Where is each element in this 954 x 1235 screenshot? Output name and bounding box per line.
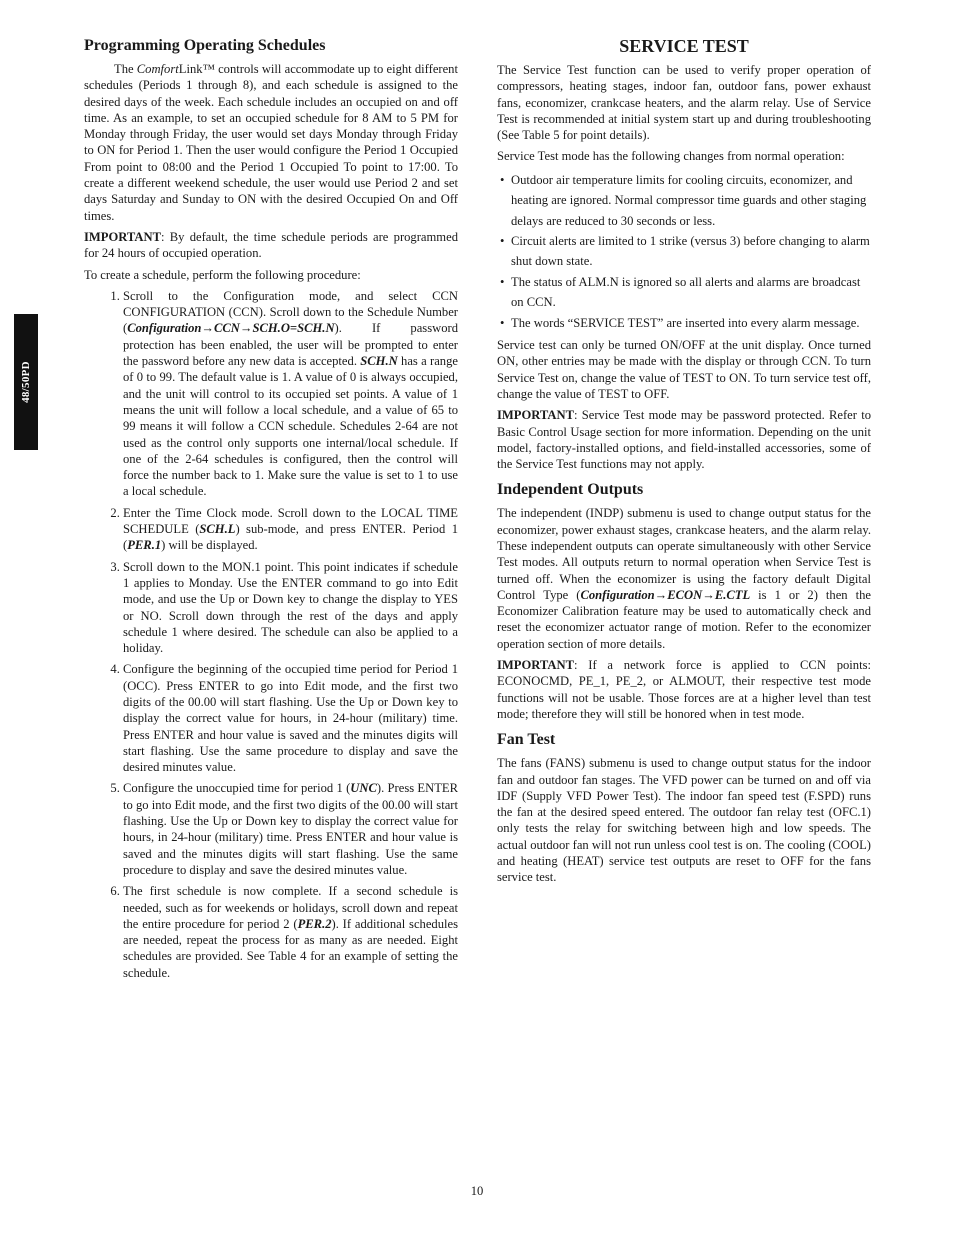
independent-outputs-important-note: IMPORTANT: If a network force is applied to CCN points: ECONOCMD, PE_1, PE_2, or ALMOUT, their respective test mode functions will not be usable. Those forces are at a higher level than test mode; therefore they will still be honored when in test mode. bbox=[497, 658, 871, 721]
page-number: 10 bbox=[470, 1184, 484, 1198]
side-tab-label: 48/50PD bbox=[20, 361, 32, 403]
fan-test-text: The fans (FANS) submenu is used to change output status for the indoor fan and outdoor fan stages. The VFD power can be turned on and off via IDF (Supply VFD Power Test). The indoor fan speed test (F.SPD) runs the fan at the desired speed entered. The outdoor fan relay test (OFC.1) only tests the relay for switching between high and low speeds. The actual outdoor fan will not run unless cool test is on. The cooling (COOL) and heating (HEAT) service test outputs are reset to OFF for the fans service test. bbox=[497, 756, 871, 885]
list-item: • Circuit alerts are limited to 1 strike (versus 3) before changing to alarm shut down state. bbox=[511, 231, 871, 272]
procedure-step-6: 6. The first schedule is now complete. If a second schedule is needed, such as for weekends or holidays, scroll down and repeat the entire procedure for period 2 (PER.2). If additional schedules are needed, repeat the process for as many as are needed. Eight schedules are provided. See Table 4 for an example of setting the schedule. bbox=[123, 883, 458, 981]
list-item: • Outdoor air temperature limits for cooling circuits, economizer, and heating are ignored. Normal compressor time guards and other staging delays are reduced to 30 seconds or less. bbox=[511, 170, 871, 231]
list-item: • The words “SERVICE TEST” are inserted into every alarm message. bbox=[511, 313, 871, 333]
service-test-changes-intro: Service Test mode has the following changes from normal operation: bbox=[497, 149, 845, 164]
right-column bbox=[497, 36, 871, 891]
procedure-step-2: 2. Enter the Time Clock mode. Scroll down to the LOCAL TIME SCHEDULE (SCH.L) sub-mode, and press ENTER. Period 1 (PER.1) will be displayed. bbox=[123, 505, 458, 554]
procedure-step-1: 1. Scroll to the Configuration mode, and select CCN CONFIGURATION (CCN). Scroll down to the Schedule Number (Configuration→CCN→SCH.O=SCH.N). If password protection has been enabled, the user will be prompted to enter the password before any new data is accepted. SCH.N has a range of 0 to 99. The default value is 1. A value of 0 is always occupied, and the unit will control to its occupied set points. A value of 1 means the unit will follow a local schedule, and a value of 65 to 99 means it will follow a CCN schedule. Schedules 2-64 are not used as the control only supports one internal/local schedule. If one of the 2-64 schedules is configured, then the control will force the number back to 1. Make sure the value is set to 1 to use a local schedule. bbox=[123, 288, 458, 500]
independent-outputs-text: The independent (INDP) submenu is used to change output status for the economizer, power exhaust stages, crankcase heaters, and the alarm relay. These independent outputs can operate simultaneously with other Service Test modes. All outputs return to normal operation when Service Test is turned off. When the economizer is using the factory default Digital Control Type (Configuration→ECON→E.CTL is 1 or 2) then the Economizer Calibration feature may be used to automatically check and reset the economizer actuator range of motion. Refer to the economizer operation section of more details. bbox=[497, 506, 871, 651]
procedure-step-5: 5. Configure the unoccupied time for period 1 (UNC). Press ENTER to go into Edit mode, and the first two digits of the 00.00 will start flashing. Use the Up or Down key to display the correct value for hours, in 24-hour (military) time. Press ENTER and hour value is saved and the minutes digits will start flashing. Use the same procedure to display and save the desired minutes value. bbox=[123, 780, 458, 878]
procedure-step-3: 3. Scroll down to the MON.1 point. This point indicates if schedule 1 applies to Monday. Use the ENTER command to go into Edit mode, and use the Up or Down key to change the display to YES or NO. Scroll down through the rest of the days and apply schedule 1 where desired. The schedule can also be applied to a holiday. bbox=[123, 559, 458, 657]
independent-outputs-heading: Independent Outputs bbox=[497, 481, 644, 499]
procedure-intro: To create a schedule, perform the following procedure: bbox=[84, 267, 361, 282]
service-test-title: SERVICE TEST bbox=[619, 36, 749, 56]
schedules-important-note: IMPORTANT: By default, the time schedule periods are programmed for 24 hours of occupied operation. bbox=[84, 229, 458, 261]
schedules-intro: The ComfortLink™ controls will accommodate up to eight different schedules (Periods 1 through 8), and each schedule is assigned to the desired days of the week. Each schedule includes an occupied on and off time. As an example, to set an occupied schedule for 8 AM to 5 PM for Monday through Friday, the user would set days Monday through Friday to ON for Period 1. Then the user would configure the Period 1 Occupied From point to 08:00 and the Period 1 Occupied To point to 17:00. To create a different weekend schedule, the user would use Period 2 and set days Saturday and Sunday to ON with the desired Occupied On and Off times. bbox=[84, 62, 458, 223]
procedure-steps bbox=[84, 288, 458, 981]
service-test-important-note: IMPORTANT: Service Test mode may be password protected. Refer to Basic Control Usage section for more information. Depending on the unit model, factory-installed options, and field-installed accessories, some of the Service Test functions may not apply. bbox=[497, 408, 871, 472]
service-test-intro: The Service Test function can be used to verify proper operation of compressors, heating stages, indoor fan, outdoor fans, power exhaust fans, economizer, crankcase heaters, and the alarm relay. Use of Service Test is recommended at initial system start up and during troubleshooting (See Table 5 for point details). bbox=[497, 63, 871, 143]
list-item: • The status of ALM.N is ignored so all alerts and alarms are broadcast on CCN. bbox=[511, 272, 871, 313]
procedure-step-4: 4. Configure the beginning of the occupied time period for Period 1 (OCC). Press ENTER to go into Edit mode, and the first two digits of the 00.00 will start flashing. Use the Up or Down key to display the correct value for hours, in 24-hour (military) time. Press ENTER and hour value is saved and the minutes digits will start flashing. Use the same procedure to display and save the desired minutes value. bbox=[123, 661, 458, 775]
side-tab bbox=[14, 314, 38, 450]
fan-test-heading: Fan Test bbox=[497, 731, 556, 749]
left-column bbox=[84, 36, 458, 986]
service-test-onoff: Service test can only be turned ON/OFF at the unit display. Once turned ON, other entries may be made with the display or through CCN. To turn Service Test on, change the value of TEST to ON. To turn service test off, change the value of TEST to OFF. bbox=[497, 338, 871, 401]
service-test-changes-list bbox=[497, 170, 871, 333]
schedules-heading: Programming Operating Schedules bbox=[84, 37, 326, 54]
